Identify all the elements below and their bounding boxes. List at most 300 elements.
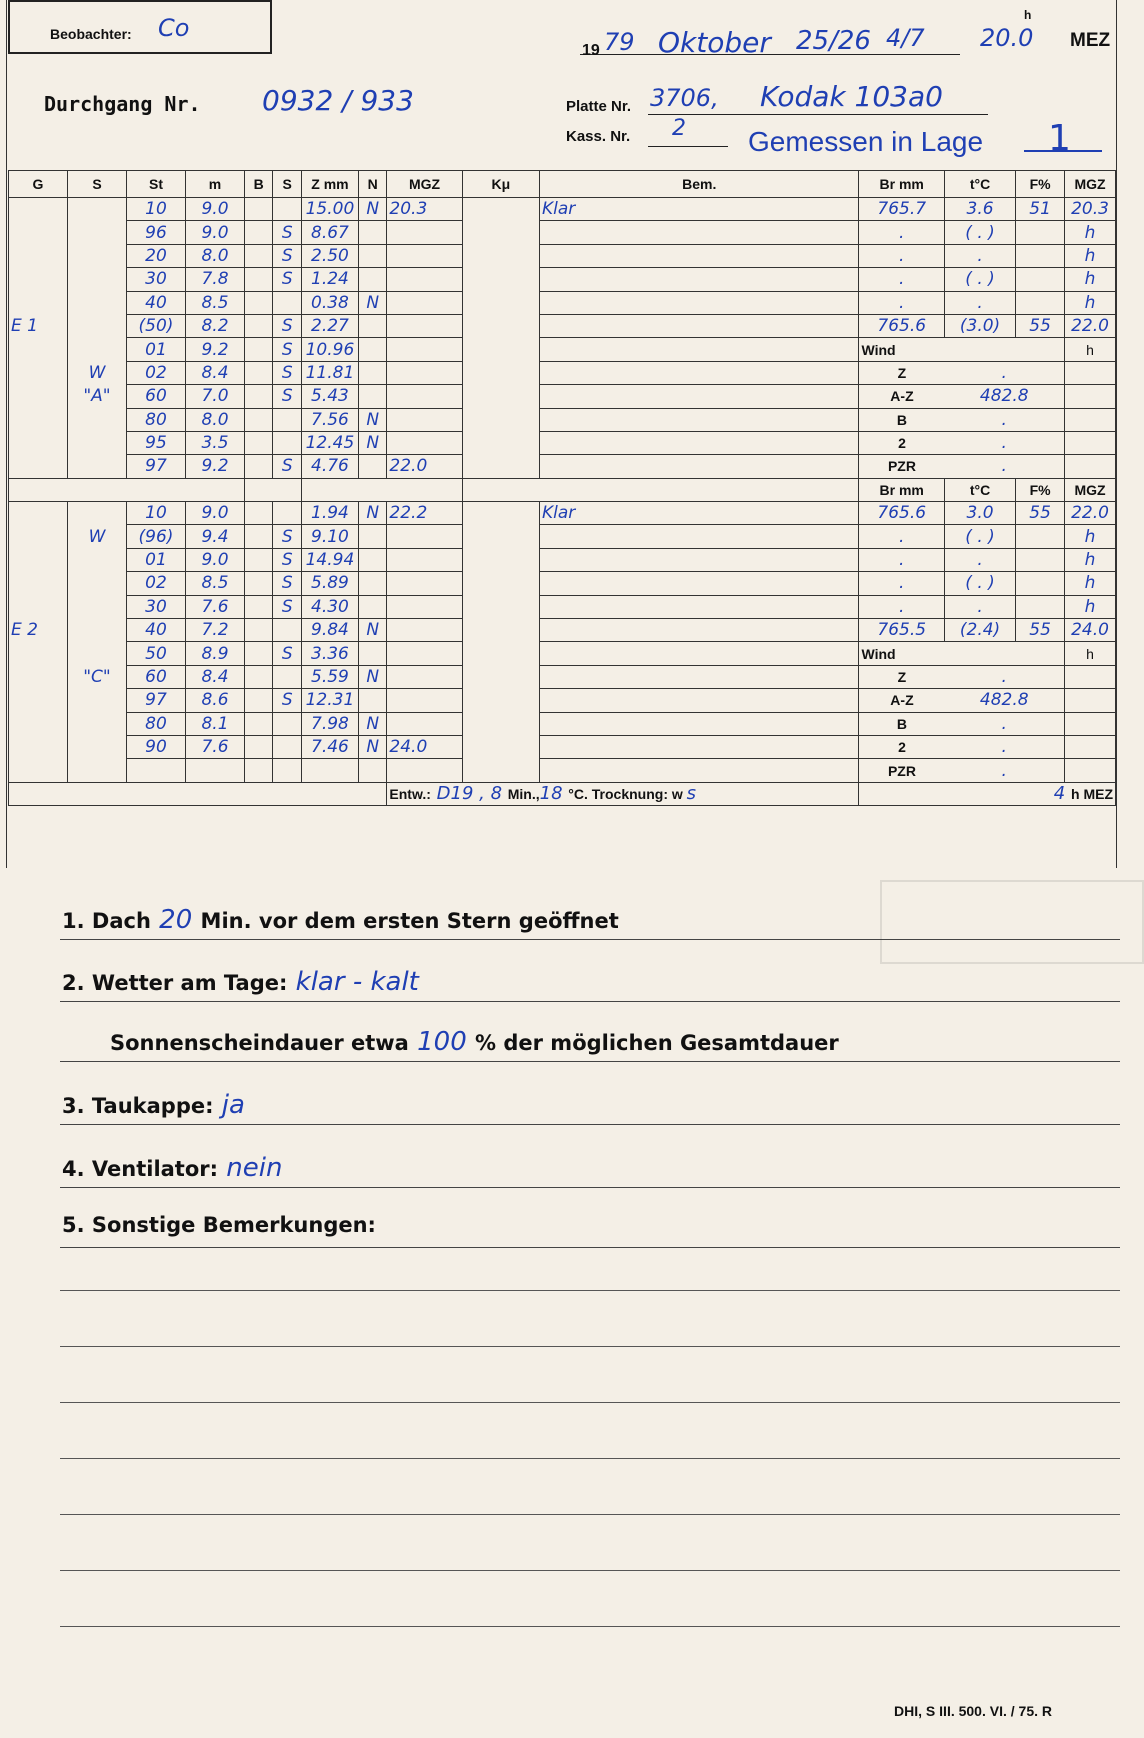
wind-row-value: . [944, 712, 1064, 735]
column-header-8: MGZ [387, 171, 462, 198]
cell-b [245, 361, 273, 384]
column-header-13: F% [1016, 171, 1065, 198]
cell-t: 3.0 [944, 502, 1015, 525]
cell-m: 8.0 [186, 244, 245, 267]
cell-z: 5.59 [301, 665, 358, 688]
cell-f: 55 [1016, 619, 1065, 642]
cell-br: 765.6 [859, 314, 944, 337]
end-tz: MEZ [1083, 786, 1113, 803]
cell-kmu [462, 291, 539, 314]
blank-line [60, 1626, 1120, 1627]
s2-row [9, 759, 1116, 782]
column-header-10: Bem. [540, 171, 859, 198]
cell-g: E 2 [9, 619, 68, 642]
wind-row-value: . [944, 759, 1064, 782]
cell-z: 7.46 [301, 735, 358, 758]
cell-m: 9.2 [186, 455, 245, 478]
cell-m: 8.2 [186, 314, 245, 337]
cell-sflag: S [273, 642, 301, 665]
cell-b [245, 408, 273, 431]
cell-mgz: 20.3 [387, 198, 462, 221]
column-header-11: Br mm [859, 171, 944, 198]
s1-row [9, 408, 1116, 431]
s2-row [9, 595, 1116, 618]
question-1 [62, 905, 619, 935]
measured-value: 1 [1048, 118, 1071, 159]
cell-m: 3.5 [186, 431, 245, 454]
cell-s: W [68, 525, 127, 548]
sep-rest [462, 478, 859, 501]
s1-row [9, 221, 1116, 244]
s1-row [9, 314, 1116, 337]
year-suffix: 79 [604, 28, 635, 56]
cell-mgz [387, 338, 462, 361]
cell-st: 30 [127, 595, 186, 618]
cell-sflag: S [273, 455, 301, 478]
cell-bem [540, 525, 859, 548]
cell-mgz [387, 244, 462, 267]
section-separator [9, 478, 1116, 501]
cell-br: . [859, 268, 944, 291]
cell-empty [1064, 665, 1115, 688]
cell-f: 55 [1016, 314, 1065, 337]
cell-st: 97 [127, 455, 186, 478]
cell-m: 8.5 [186, 291, 245, 314]
cell-m [186, 759, 245, 782]
cell-z: 0.38 [301, 291, 358, 314]
wind-row-label: Z [859, 361, 944, 384]
cell-empty [1064, 431, 1115, 454]
wind-row-label: A-Z [859, 689, 944, 712]
cell-kmu [462, 642, 539, 665]
cell-t: (2.4) [944, 619, 1015, 642]
cell-f [1016, 525, 1065, 548]
cell-g [9, 291, 68, 314]
column-header-4: B [245, 171, 273, 198]
cell-bem [540, 595, 859, 618]
s2-row [9, 735, 1116, 758]
cell-mgz: 24.0 [387, 735, 462, 758]
cell-st: 90 [127, 735, 186, 758]
cell-z: 5.89 [301, 572, 358, 595]
cell-f [1016, 221, 1065, 244]
question-2 [62, 967, 419, 997]
cell-bem [540, 431, 859, 454]
column-header-6: Z mm [301, 171, 358, 198]
observer-box [8, 0, 272, 54]
cell-kmu [462, 735, 539, 758]
question-line [60, 1247, 1120, 1248]
cell-s [68, 408, 127, 431]
cell-t: ( . ) [944, 525, 1015, 548]
cell-b [245, 548, 273, 571]
cell-b [245, 642, 273, 665]
cell-mgz [387, 759, 462, 782]
question-suffix: Min. vor dem ersten Stern geöffnet [200, 909, 619, 933]
cell-kmu [462, 408, 539, 431]
cell-bem [540, 735, 859, 758]
cell-n [358, 689, 386, 712]
cell-s [68, 712, 127, 735]
form-code: DHI, S III. 500. VI. / 75. R [894, 1703, 1052, 1719]
cell-n [358, 455, 386, 478]
cell-st: 01 [127, 338, 186, 361]
footer-developer [387, 782, 859, 805]
cell-kmu [462, 548, 539, 571]
cell-bem [540, 268, 859, 291]
cell-mgz2: h [1064, 548, 1115, 571]
cell-st: 10 [127, 198, 186, 221]
s1-row [9, 291, 1116, 314]
cell-br: . [859, 244, 944, 267]
cell-b [245, 198, 273, 221]
cell-empty [1064, 689, 1115, 712]
question-answer: 20 [150, 905, 201, 935]
cell-n [358, 314, 386, 337]
cell-mgz2: h [1064, 291, 1115, 314]
cell-g [9, 712, 68, 735]
question-prompt: Wetter am Tage: [91, 971, 288, 995]
cell-m: 8.4 [186, 665, 245, 688]
min-label: Min., [507, 786, 540, 803]
cell-n: N [358, 735, 386, 758]
cell-g [9, 361, 68, 384]
question-prompt: Ventilator: [91, 1157, 219, 1181]
cell-mgz [387, 431, 462, 454]
cell-bem [540, 291, 859, 314]
question-6 [62, 1213, 376, 1237]
cell-g: E 1 [9, 314, 68, 337]
cell-mgz [387, 291, 462, 314]
question-line [60, 939, 1120, 940]
cell-bem: Klar [540, 502, 859, 525]
cell-h: h [1064, 338, 1115, 361]
cell-n: N [358, 198, 386, 221]
cell-n [358, 572, 386, 595]
cell-t: . [944, 244, 1015, 267]
wind-row-value: . [944, 408, 1064, 431]
cell-g [9, 268, 68, 291]
cell-kmu [462, 385, 539, 408]
wind-row-label: B [859, 408, 944, 431]
sep-b [245, 478, 302, 501]
cell-g [9, 525, 68, 548]
cell-sflag: S [273, 572, 301, 595]
cell-kmu [462, 361, 539, 384]
cell-kmu [462, 268, 539, 291]
cell-m: 9.0 [186, 548, 245, 571]
s1-row [9, 244, 1116, 267]
cell-g [9, 221, 68, 244]
cell-s: W [68, 361, 127, 384]
cell-empty [1064, 759, 1115, 782]
cell-f [1016, 548, 1065, 571]
cell-g [9, 572, 68, 595]
cell-n [358, 268, 386, 291]
cell-st: (96) [127, 525, 186, 548]
cell-b [245, 665, 273, 688]
cell-bem [540, 619, 859, 642]
s2-row [9, 712, 1116, 735]
wind-row-value: . [944, 431, 1064, 454]
cell-sflag [273, 759, 301, 782]
plate-value: 3706, [650, 84, 719, 112]
table-footer [9, 782, 1116, 805]
cell-br: . [859, 291, 944, 314]
cell-kmu [462, 198, 539, 221]
cell-sflag [273, 408, 301, 431]
cell-st: 97 [127, 689, 186, 712]
cell-mgz [387, 385, 462, 408]
cell-n [358, 525, 386, 548]
cell-st: 02 [127, 572, 186, 595]
cell-mgz [387, 712, 462, 735]
cell-st: (50) [127, 314, 186, 337]
cell-n: N [358, 712, 386, 735]
sep-left [9, 478, 245, 501]
cell-s [68, 759, 127, 782]
cell-bem [540, 244, 859, 267]
cell-t: . [944, 291, 1015, 314]
wind-row-value: 482.8 [944, 385, 1064, 408]
s2-row [9, 642, 1116, 665]
cell-m: 8.0 [186, 408, 245, 431]
cell-g [9, 244, 68, 267]
cassette-value: 2 [672, 116, 686, 141]
cell-b [245, 455, 273, 478]
measured-label: Gemessen in Lage [748, 126, 984, 157]
blank-line [60, 1514, 1120, 1515]
cell-mgz: 22.2 [387, 502, 462, 525]
cell-f [1016, 268, 1065, 291]
cell-sflag [273, 665, 301, 688]
cell-b [245, 689, 273, 712]
cell-s [68, 314, 127, 337]
cell-b [245, 712, 273, 735]
question-number: 5. [62, 1213, 92, 1237]
dryness: s [686, 783, 697, 805]
cell-s [68, 735, 127, 758]
cell-kmu [462, 244, 539, 267]
cell-empty [1064, 455, 1115, 478]
cell-sflag: S [273, 361, 301, 384]
cell-sflag [273, 431, 301, 454]
bleed-through-decoration [880, 880, 1144, 964]
cell-t: . [944, 595, 1015, 618]
cell-n: N [358, 408, 386, 431]
cell-f: 55 [1016, 502, 1065, 525]
cell-b [245, 525, 273, 548]
cell-sflag: S [273, 244, 301, 267]
cell-sflag [273, 735, 301, 758]
cell-n: N [358, 665, 386, 688]
wind-row-value: . [944, 361, 1064, 384]
wind-row-value: . [944, 665, 1064, 688]
cell-m: 8.9 [186, 642, 245, 665]
cell-mgz2: h [1064, 595, 1115, 618]
cell-st: 02 [127, 361, 186, 384]
cell-b [245, 268, 273, 291]
question-3 [110, 1027, 839, 1057]
cell-t: ( . ) [944, 221, 1015, 244]
cell-m: 7.2 [186, 619, 245, 642]
wind-row-label: A-Z [859, 385, 944, 408]
cell-sflag: S [273, 385, 301, 408]
cassette-label: Kass. Nr. [566, 128, 631, 145]
cell-kmu [462, 525, 539, 548]
question-suffix: % der möglichen Gesamtdauer [475, 1031, 839, 1055]
cell-bem [540, 408, 859, 431]
cell-n: N [358, 431, 386, 454]
cell-g [9, 665, 68, 688]
cell-m: 9.0 [186, 502, 245, 525]
cell-st: 30 [127, 268, 186, 291]
entw-label: Entw.: [389, 786, 431, 803]
cell-br: . [859, 572, 944, 595]
cell-f [1016, 291, 1065, 314]
s2-row [9, 502, 1116, 525]
cell-g [9, 338, 68, 361]
section-2 [9, 502, 1116, 783]
cassette-line [648, 146, 728, 147]
wind-row-label: PZR [859, 455, 944, 478]
end-h: h [1070, 786, 1084, 803]
cell-b [245, 385, 273, 408]
cell-s [68, 572, 127, 595]
cell-m: 8.1 [186, 712, 245, 735]
s1-row [9, 431, 1116, 454]
cell-b [245, 502, 273, 525]
cell-kmu [462, 759, 539, 782]
question-prompt: Dach [91, 909, 151, 933]
cell-b [245, 291, 273, 314]
cell-st: 20 [127, 244, 186, 267]
cell-g [9, 759, 68, 782]
column-header-0: G [9, 171, 68, 198]
cell-mgz2: 22.0 [1064, 314, 1115, 337]
year-prefix: 19 [582, 42, 600, 59]
question-5 [62, 1153, 282, 1183]
cell-m: 9.2 [186, 338, 245, 361]
cell-mgz [387, 525, 462, 548]
blank-line [60, 1290, 1120, 1291]
cell-sflag: S [273, 338, 301, 361]
sep-header-3: MGZ [1064, 478, 1115, 501]
measurement-grid [8, 170, 1116, 806]
cell-empty [1064, 735, 1115, 758]
observer-value: Co [158, 14, 190, 42]
question-number: 4. [62, 1157, 92, 1181]
cell-bem [540, 572, 859, 595]
blank-line [60, 1458, 1120, 1459]
cell-z: 2.50 [301, 244, 358, 267]
cell-t: ( . ) [944, 268, 1015, 291]
cell-g [9, 642, 68, 665]
wind-label: Wind [859, 642, 1065, 665]
cell-st: 95 [127, 431, 186, 454]
cell-bem [540, 548, 859, 571]
column-header-5: S [273, 171, 301, 198]
cell-kmu [462, 502, 539, 525]
column-header-2: St [127, 171, 186, 198]
cell-s [68, 221, 127, 244]
cell-st: 80 [127, 408, 186, 431]
cell-mgz [387, 314, 462, 337]
section-1 [9, 198, 1116, 479]
cell-n [358, 385, 386, 408]
cell-sflag [273, 198, 301, 221]
cell-sflag: S [273, 595, 301, 618]
cell-z: 1.24 [301, 268, 358, 291]
wind-row-value: . [944, 735, 1064, 758]
cell-sflag [273, 502, 301, 525]
plate-type: Kodak 103a0 [760, 80, 943, 113]
cell-s [68, 595, 127, 618]
cell-s [68, 689, 127, 712]
cell-mgz [387, 595, 462, 618]
column-header-14: MGZ [1064, 171, 1115, 198]
plate-line [648, 114, 988, 115]
day-fraction: 4/7 [886, 24, 925, 52]
sep-header-2: F% [1016, 478, 1065, 501]
cell-z: 10.96 [301, 338, 358, 361]
cell-g [9, 735, 68, 758]
cell-mgz: 22.0 [387, 455, 462, 478]
cell-s [68, 455, 127, 478]
cell-b [245, 244, 273, 267]
cell-bem [540, 455, 859, 478]
cell-z: 2.27 [301, 314, 358, 337]
timezone: MEZ [1070, 30, 1111, 51]
wind-row-value: 482.8 [944, 689, 1064, 712]
cell-f [1016, 244, 1065, 267]
cell-st: 80 [127, 712, 186, 735]
cell-m: 8.5 [186, 572, 245, 595]
cell-mgz2: 22.0 [1064, 502, 1115, 525]
cell-sflag: S [273, 221, 301, 244]
cell-st: 60 [127, 385, 186, 408]
cell-st: 96 [127, 221, 186, 244]
cell-bem [540, 361, 859, 384]
cell-s [68, 198, 127, 221]
cell-kmu [462, 595, 539, 618]
cell-z: 4.30 [301, 595, 358, 618]
cell-b [245, 221, 273, 244]
question-line [60, 1124, 1120, 1125]
transit-label: Durchgang Nr. [44, 92, 201, 116]
cell-s [68, 642, 127, 665]
cell-kmu [462, 572, 539, 595]
cell-bem [540, 385, 859, 408]
cell-b [245, 595, 273, 618]
s2-row [9, 619, 1116, 642]
s1-row [9, 385, 1116, 408]
wind-row-label: 2 [859, 431, 944, 454]
s1-row [9, 338, 1116, 361]
cell-g [9, 198, 68, 221]
cell-s [68, 268, 127, 291]
s1-row [9, 455, 1116, 478]
cell-kmu [462, 689, 539, 712]
card-left-border [6, 0, 7, 868]
cell-kmu [462, 338, 539, 361]
cell-kmu [462, 431, 539, 454]
cell-st: 60 [127, 665, 186, 688]
cell-g [9, 595, 68, 618]
cell-kmu [462, 455, 539, 478]
cell-empty [1064, 408, 1115, 431]
cell-z: 12.45 [301, 431, 358, 454]
